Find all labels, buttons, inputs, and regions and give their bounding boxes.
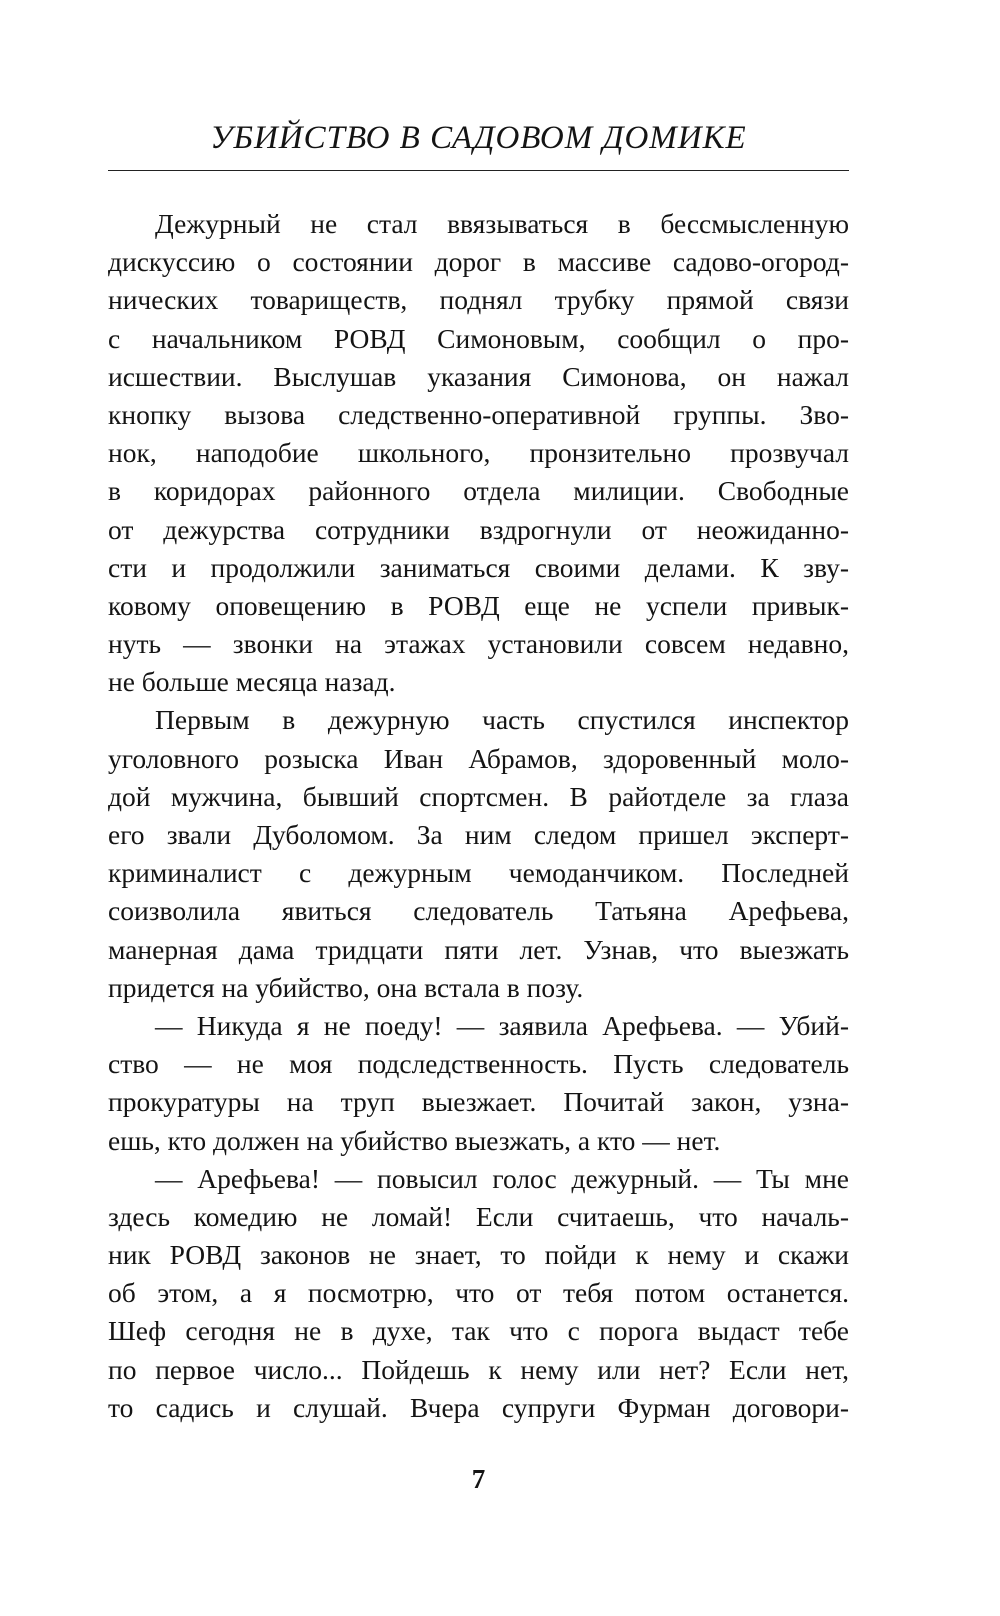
text-line: придется на убийство, она встала в позу. [108, 971, 584, 1003]
running-title: УБИЙСТВО В САДОВОМ ДОМИКЕ [210, 120, 747, 156]
text-line: дой мужчина, бывший спортсмен. В райотделе за глаза [108, 780, 849, 812]
text-line: ешь, кто должен на убийство выезжать, а кто — нет. [108, 1124, 721, 1156]
text-line: в коридорах районного отдела милиции. Свободные [108, 475, 849, 507]
body-text [108, 205, 849, 1427]
text-line: то садись и слушай. Вчера супруги Фурман договори- [108, 1391, 849, 1423]
text-line: Шеф сегодня не в духе, так что с порога выдаст тебе [108, 1315, 849, 1347]
text-line: с начальником РОВД Симоновым, сообщил о про- [108, 322, 849, 354]
text-line: здесь комедию не ломай! Если считаешь, что началь- [108, 1200, 849, 1232]
text-line: нических товариществ, поднял трубку прямой связи [108, 284, 849, 316]
text-line: не больше месяца назад. [108, 666, 396, 698]
text-line: — Арефьева! — повысил голос дежурный. — Ты мне [155, 1162, 849, 1194]
text-line: соизволила явиться следователь Татьяна Арефьева, [108, 895, 849, 927]
text-line: уголовного розыска Иван Абрамов, здоровенный моло- [108, 742, 849, 774]
text-line: об этом, а я посмотрю, что от тебя потом останется. [108, 1277, 849, 1309]
text-line: ник РОВД законов не знает, то пойди к нему и скажи [108, 1239, 849, 1271]
text-line: нок, наподобие школьного, пронзительно прозвучал [108, 437, 849, 469]
text-line: Дежурный не стал ввязываться в бессмысленную [155, 208, 849, 239]
text-line: манерная дама тридцати пяти лет. Узнав, что выезжать [108, 933, 849, 965]
page-number: 7 [471, 1464, 486, 1494]
text-line: нуть — звонки на этажах установили совсем недавно, [108, 628, 849, 660]
text-line: дискуссию о состоянии дорог в массиве садово-огород- [108, 246, 849, 278]
text-line: его звали Дуболомом. За ним следом пришел эксперт- [108, 819, 849, 850]
text-line: от дежурства сотрудники вздрогнули от неожиданно- [108, 513, 849, 545]
text-line: кнопку вызова следственно-оперативной группы. Зво- [108, 398, 849, 430]
text-line: криминалист с дежурным чемоданчиком. Последней [108, 857, 849, 889]
text-line: сти и продолжили заниматься своими делами. К зву- [108, 551, 849, 583]
text-line: ковому оповещению в РОВД еще не успели привык- [108, 589, 849, 621]
text-line: Первым в дежурную часть спустился инспектор [155, 704, 849, 736]
text-line: исшествии. Выслушав указания Симонова, он нажал [108, 360, 849, 392]
text-line: ство — не моя подследственность. Пусть следователь [108, 1048, 849, 1080]
text-line: прокуратуры на труп выезжает. Почитай закон, узна- [108, 1086, 849, 1118]
text-line: по первое число... Пойдешь к нему или нет? Если нет, [108, 1353, 849, 1385]
header-rule [108, 170, 849, 171]
text-line: — Никуда я не поеду! — заявила Арефьева. — Убий- [155, 1009, 849, 1041]
